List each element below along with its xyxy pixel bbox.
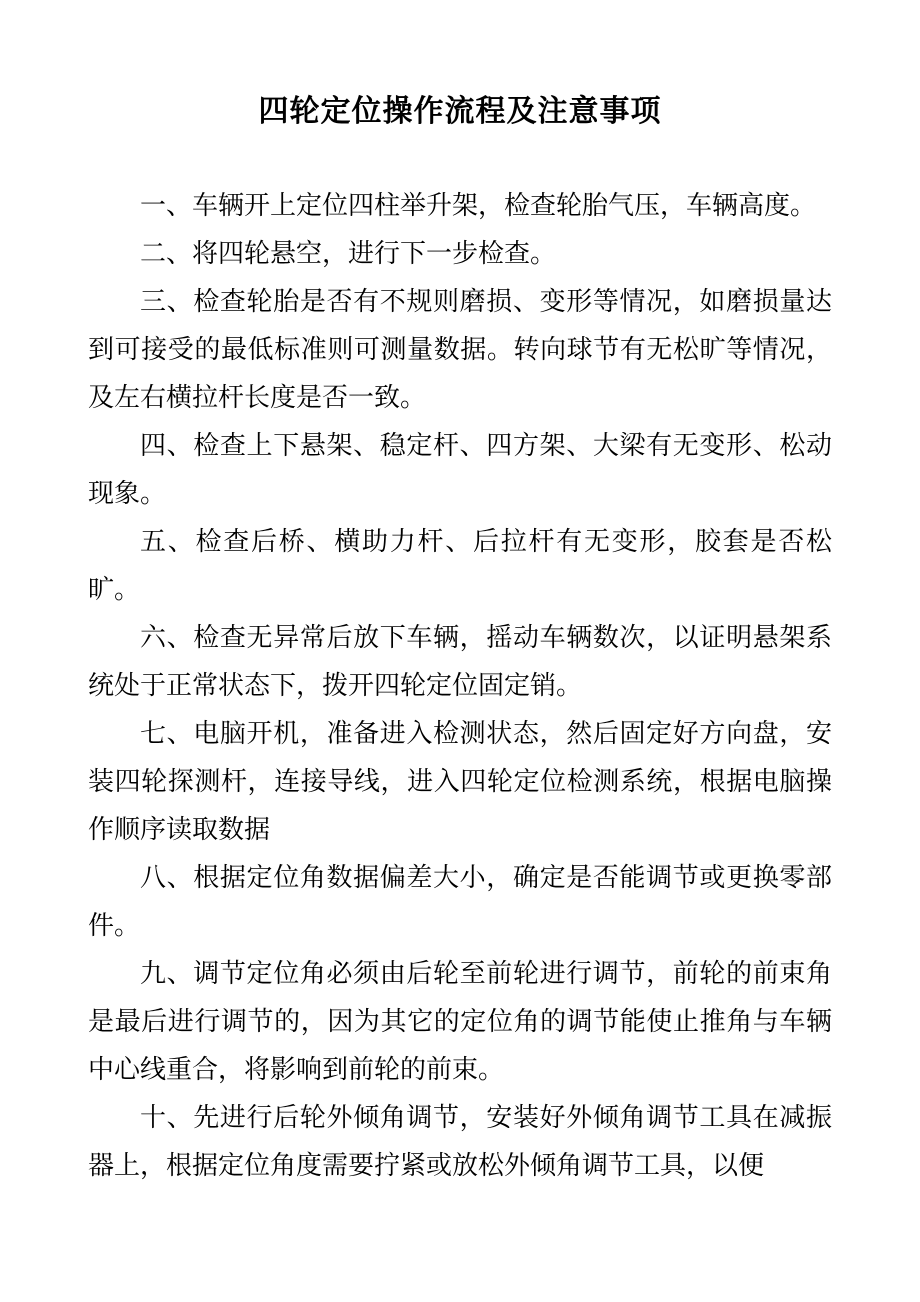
paragraph-9: 九、调节定位角必须由后轮至前轮进行调节，前轮的前束角是最后进行调节的，因为其它的定位角的调节能使止推角与车辆中心线重合，将影响到前轮的前束。 — [88, 959, 832, 1085]
document-title: 四轮定位操作流程及注意事项 — [258, 94, 662, 129]
paragraph-7: 七、电脑开机，准备进入检测状态，然后固定好方向盘，安装四轮探测杆，连接导线，进入四轮定位检测系统，根据电脑操作顺序读取数据 — [88, 719, 832, 845]
paragraph-5: 五、检查后桥、横助力杆、后拉杆有无变形，胶套是否松旷。 — [88, 527, 832, 605]
paragraph-2: 二、将四轮悬空，进行下一步检查。 — [140, 239, 557, 269]
document-body — [88, 182, 832, 1190]
paragraph-4: 四、检查上下悬架、稳定杆、四方架、大梁有无变形、松动现象。 — [88, 431, 832, 509]
paragraph-3: 三、检查轮胎是否有不规则磨损、变形等情况，如磨损量达到可接受的最低标准则可测量数据。转向球节有无松旷等情况，及左右横拉杆长度是否一致。 — [88, 287, 832, 413]
paragraph-1: 一、车辆开上定位四柱举升架，检查轮胎气压，车辆高度。 — [140, 191, 817, 221]
paragraph-6: 六、检查无异常后放下车辆，摇动车辆数次，以证明悬架系统处于正常状态下，拨开四轮定位固定销。 — [88, 623, 832, 701]
paragraph-8: 八、根据定位角数据偏差大小，确定是否能调节或更换零部件。 — [88, 863, 832, 941]
paragraph-10: 十、先进行后轮外倾角调节，安装好外倾角调节工具在减振器上，根据定位角度需要拧紧或放松外倾角调节工具，以便 — [88, 1103, 832, 1181]
